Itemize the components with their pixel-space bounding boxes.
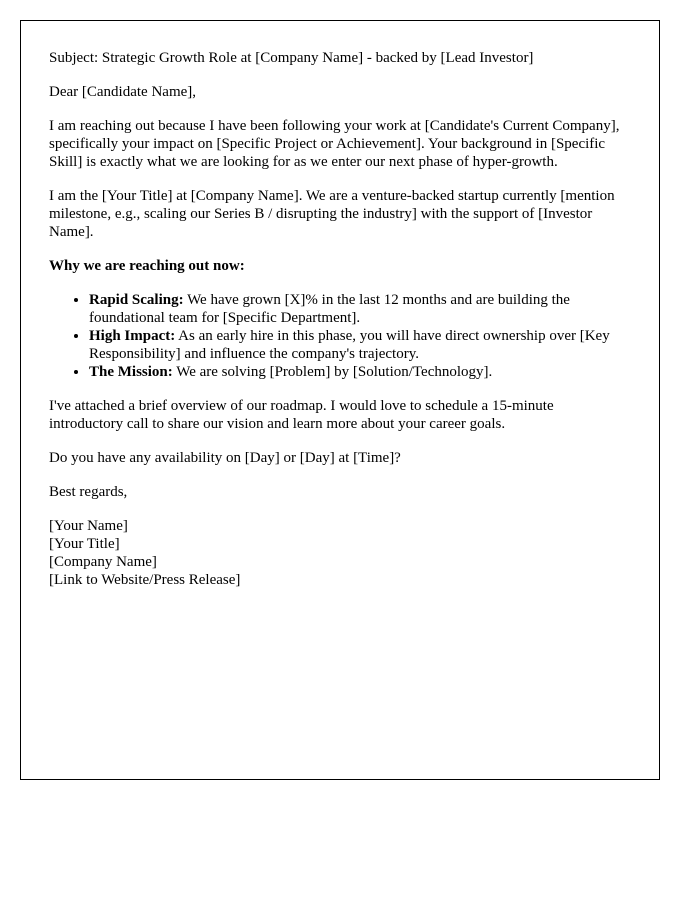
letter-subject: Subject: Strategic Growth Role at [Company Name] - backed by [Lead Investor]: [49, 50, 534, 66]
list-item-title: Rapid Scaling:: [89, 292, 184, 308]
letter-document: [20, 20, 660, 780]
list-item-text: As an early hire in this phase, you will have direct ownership over [Key Responsibility] and influence the company's trajectory.: [89, 328, 610, 362]
signature-name: [Your Name]: [49, 518, 128, 534]
list-item: [89, 363, 631, 381]
signature-company: [Company Name]: [49, 554, 157, 570]
list-item: [89, 327, 631, 363]
list-item-text: We have grown [X]% in the last 12 months and are building the foundational team for [Specific Department].: [89, 292, 570, 326]
letter-paragraph-company: I am the [Your Title] at [Company Name]. We are a venture-backed startup currently [mention milestone, e.g., scaling our Series B / disrupting the industry] with the support of [Investor Name].: [49, 188, 615, 240]
section-heading: Why we are reaching out now:: [49, 258, 245, 274]
list-item-title: High Impact:: [89, 328, 176, 344]
letter-signoff: Best regards,: [49, 484, 128, 500]
letter-paragraph-intro: I am reaching out because I have been following your work at [Candidate's Current Company], specifically your impact on [Specific Project or Achievement]. Your background in [Specific Skill] is exactly what we are looking for as we enter our next phase of hyper-growth.: [49, 118, 620, 170]
letter-greeting: Dear [Candidate Name],: [49, 84, 197, 100]
list-item: [89, 291, 631, 327]
letter-paragraph-roadmap: I've attached a brief overview of our roadmap. I would love to schedule a 15-minute introductory call to share our vision and learn more about your career goals.: [49, 398, 554, 432]
signature-link: [Link to Website/Press Release]: [49, 572, 241, 588]
reasons-list: [49, 291, 631, 381]
letter-paragraph-availability: Do you have any availability on [Day] or [Day] at [Time]?: [49, 450, 401, 466]
signature-block: [49, 517, 631, 589]
list-item-title: The Mission:: [89, 364, 173, 380]
list-item-text: We are solving [Problem] by [Solution/Technology].: [172, 364, 493, 380]
signature-title: [Your Title]: [49, 536, 120, 552]
